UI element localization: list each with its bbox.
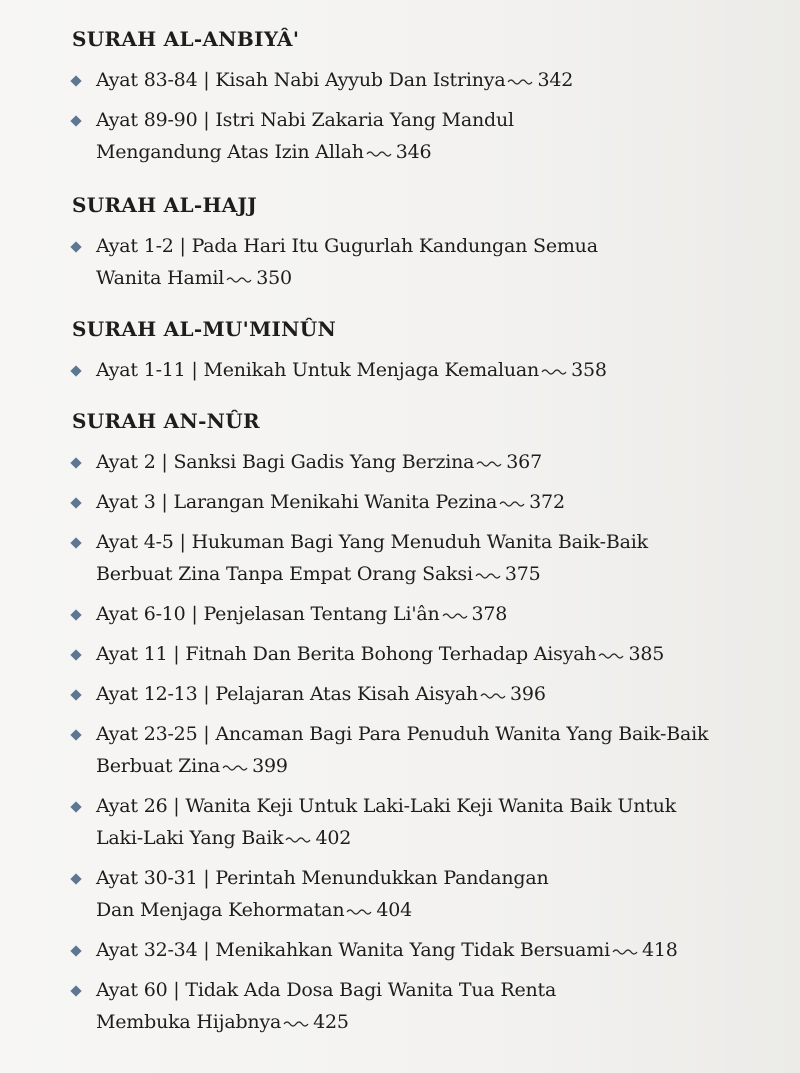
entry-title: Ayat 4-5 | Hukuman Bagi Yang Menuduh Wanita Baik-Baik bbox=[96, 531, 648, 553]
entry-text-line bbox=[96, 446, 772, 478]
wavy-leader-icon bbox=[480, 692, 506, 700]
toc-section bbox=[72, 190, 772, 294]
toc-section bbox=[72, 24, 772, 168]
entry-text-line bbox=[96, 136, 772, 168]
entry-title: Dan Menjaga Kehormatan bbox=[96, 899, 345, 921]
page-number: 402 bbox=[315, 827, 352, 849]
page-number: 399 bbox=[252, 755, 288, 777]
wavy-leader-icon bbox=[541, 368, 567, 376]
diamond-bullet-icon bbox=[70, 457, 81, 468]
section-title: SURAH AL-HAJJ bbox=[72, 193, 258, 217]
entry-title: Ayat 83-84 | Kisah Nabi Ayyub Dan Istrinya bbox=[96, 69, 506, 91]
entry-text-line bbox=[96, 894, 772, 926]
diamond-bullet-icon bbox=[70, 241, 81, 252]
entry-title: Ayat 1-11 | Menikah Untuk Menjaga Kemaluan bbox=[96, 359, 540, 381]
wavy-leader-icon bbox=[507, 78, 533, 86]
toc-entry[interactable] bbox=[72, 598, 772, 630]
entry-title: Berbuat Zina Tanpa Empat Orang Saksi bbox=[96, 563, 473, 585]
entry-text-line bbox=[96, 262, 772, 294]
diamond-bullet-icon bbox=[70, 985, 81, 996]
toc-entry[interactable] bbox=[72, 526, 772, 590]
entry-text-line bbox=[96, 678, 772, 710]
toc-entry[interactable] bbox=[72, 862, 772, 926]
diamond-bullet-icon bbox=[70, 75, 81, 86]
entry-title: Laki-Laki Yang Baik bbox=[96, 827, 284, 849]
wavy-leader-icon bbox=[283, 1020, 309, 1028]
page-number: 372 bbox=[529, 491, 565, 513]
entry-text-line bbox=[96, 862, 772, 894]
entry-title: Membuka Hijabnya bbox=[96, 1011, 282, 1033]
entry-title: Ayat 23-25 | Ancaman Bagi Para Penuduh Wanita Yang Baik-Baik bbox=[96, 723, 709, 745]
toc-entry[interactable] bbox=[72, 718, 772, 782]
wavy-leader-icon bbox=[366, 150, 392, 158]
entry-title: Ayat 11 | Fitnah Dan Berita Bohong Terhadap Aisyah bbox=[96, 643, 597, 665]
wavy-leader-icon bbox=[346, 908, 372, 916]
diamond-bullet-icon bbox=[70, 801, 81, 812]
page-number: 378 bbox=[471, 603, 508, 625]
wavy-leader-icon bbox=[285, 836, 311, 844]
page-number: 367 bbox=[506, 451, 542, 473]
toc-entry[interactable] bbox=[72, 64, 772, 96]
toc-section bbox=[72, 406, 772, 1038]
toc-entry[interactable] bbox=[72, 934, 772, 966]
entry-text-line bbox=[96, 934, 772, 966]
entry-title: Ayat 6-10 | Penjelasan Tentang Li'ân bbox=[96, 603, 440, 625]
toc-entry[interactable] bbox=[72, 486, 772, 518]
toc-entry[interactable] bbox=[72, 790, 772, 854]
wavy-leader-icon bbox=[499, 500, 525, 508]
page-number: 425 bbox=[313, 1011, 349, 1033]
toc-entry[interactable] bbox=[72, 230, 772, 294]
toc-entry[interactable] bbox=[72, 446, 772, 478]
wavy-leader-icon bbox=[612, 948, 638, 956]
entry-title: Mengandung Atas Izin Allah bbox=[96, 141, 364, 163]
page-number: 396 bbox=[510, 683, 546, 705]
entry-title: Ayat 2 | Sanksi Bagi Gadis Yang Berzina bbox=[96, 451, 475, 473]
page-number: 346 bbox=[395, 141, 432, 163]
wavy-leader-icon bbox=[442, 612, 468, 620]
section-title: SURAH AN-NÛR bbox=[72, 409, 260, 433]
toc-entry[interactable] bbox=[72, 974, 772, 1038]
diamond-bullet-icon bbox=[70, 537, 81, 548]
diamond-bullet-icon bbox=[70, 729, 81, 740]
entry-text-line bbox=[96, 1006, 772, 1038]
diamond-bullet-icon bbox=[70, 365, 81, 376]
wavy-leader-icon bbox=[226, 276, 252, 284]
diamond-bullet-icon bbox=[70, 873, 81, 884]
entry-text-line bbox=[96, 822, 772, 854]
toc-entry[interactable] bbox=[72, 638, 772, 670]
diamond-bullet-icon bbox=[70, 649, 81, 660]
entry-title: Ayat 12-13 | Pelajaran Atas Kisah Aisyah bbox=[96, 683, 479, 705]
wavy-leader-icon bbox=[476, 460, 502, 468]
diamond-bullet-icon bbox=[70, 497, 81, 508]
section-title: SURAH AL-ANBIYÂ' bbox=[72, 27, 300, 51]
page-number: 350 bbox=[256, 267, 292, 289]
entry-text-line bbox=[96, 974, 772, 1006]
entry-title: Ayat 1-2 | Pada Hari Itu Gugurlah Kandungan Semua bbox=[96, 235, 598, 257]
entry-title: Ayat 3 | Larangan Menikahi Wanita Pezina bbox=[96, 491, 498, 513]
entry-title: Wanita Hamil bbox=[96, 267, 225, 289]
wavy-leader-icon bbox=[598, 652, 624, 660]
page-number: 404 bbox=[376, 899, 413, 921]
entry-text-line bbox=[96, 526, 772, 558]
page-number: 418 bbox=[642, 939, 678, 961]
page-number: 358 bbox=[571, 359, 607, 381]
entry-text-line bbox=[96, 354, 772, 386]
wavy-leader-icon bbox=[222, 764, 248, 772]
entry-text-line bbox=[96, 486, 772, 518]
diamond-bullet-icon bbox=[70, 945, 81, 956]
toc-entry[interactable] bbox=[72, 104, 772, 168]
page-number: 375 bbox=[504, 563, 541, 585]
table-of-contents bbox=[72, 4, 772, 1038]
entry-title: Ayat 89-90 | Istri Nabi Zakaria Yang Mandul bbox=[96, 109, 514, 131]
entry-title: Berbuat Zina bbox=[96, 755, 221, 777]
entry-text-line bbox=[96, 598, 772, 630]
entry-title: Ayat 26 | Wanita Keji Untuk Laki-Laki Keji Wanita Baik Untuk bbox=[96, 795, 677, 817]
entry-text-line bbox=[96, 104, 772, 136]
wavy-leader-icon bbox=[475, 572, 501, 580]
entry-text-line bbox=[96, 638, 772, 670]
entry-text-line bbox=[96, 64, 772, 96]
entry-text-line bbox=[96, 230, 772, 262]
entry-text-line bbox=[96, 558, 772, 590]
entry-title: Ayat 60 | Tidak Ada Dosa Bagi Wanita Tua Renta bbox=[96, 979, 557, 1001]
diamond-bullet-icon bbox=[70, 609, 81, 620]
entry-text-line bbox=[96, 750, 772, 782]
page-number: 342 bbox=[537, 69, 574, 91]
toc-entry[interactable] bbox=[72, 354, 772, 386]
toc-entry[interactable] bbox=[72, 678, 772, 710]
section-title: SURAH AL-MU'MINÛN bbox=[72, 317, 337, 341]
page-number: 385 bbox=[628, 643, 665, 665]
entry-title: Ayat 32-34 | Menikahkan Wanita Yang Tidak Bersuami bbox=[96, 939, 610, 961]
entry-text-line bbox=[96, 718, 772, 750]
diamond-bullet-icon bbox=[70, 689, 81, 700]
entry-text-line bbox=[96, 790, 772, 822]
toc-section bbox=[72, 314, 772, 386]
diamond-bullet-icon bbox=[70, 115, 81, 126]
entry-title: Ayat 30-31 | Perintah Menundukkan Pandangan bbox=[96, 867, 549, 889]
